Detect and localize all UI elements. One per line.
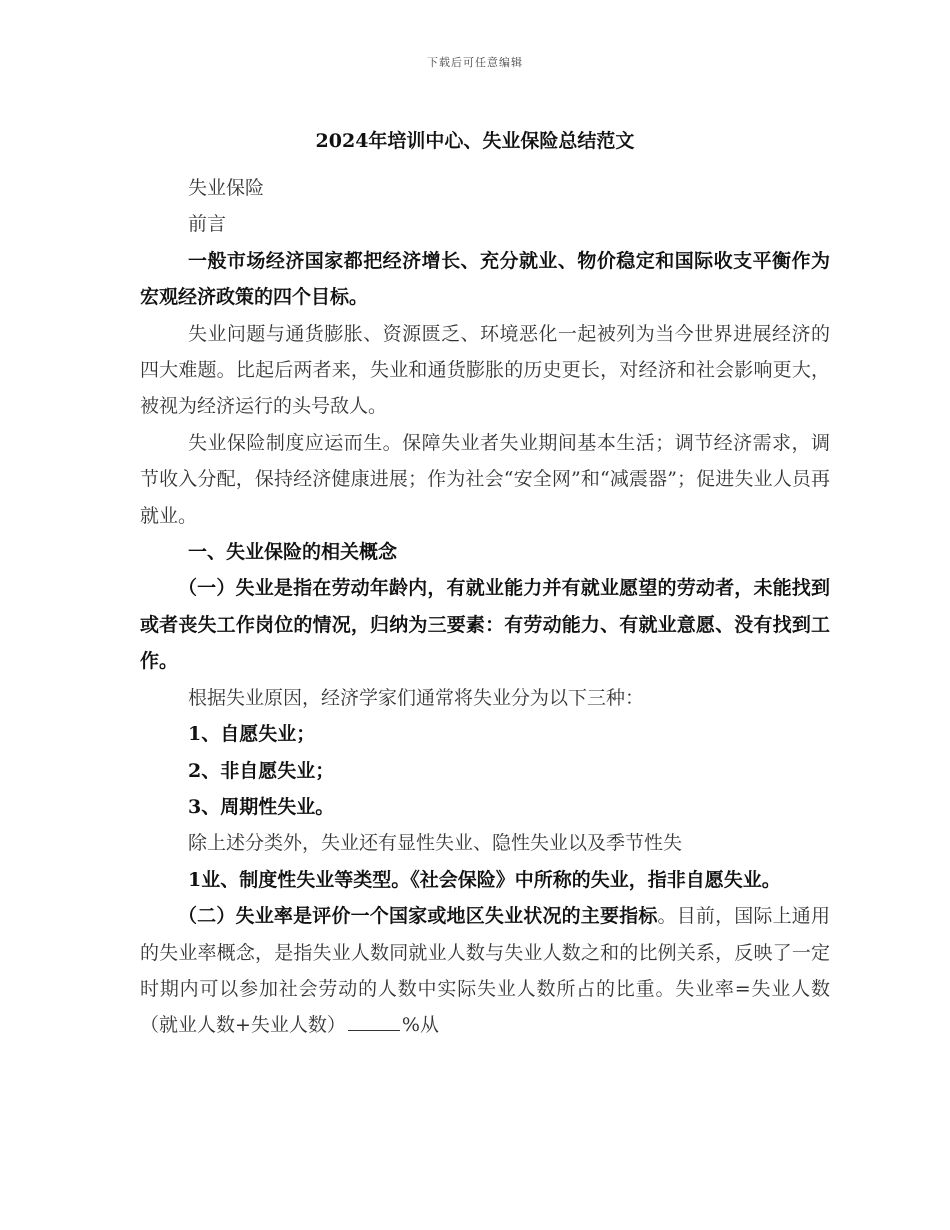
paragraph-insurance-origin: 失业保险制度应运而生。保障失业者失业期间基本生活；调节经济需求，调节收入分配，保持经济健康进展；作为社会“安全网”和“减震器”；促进失业人员再就业。: [140, 431, 830, 527]
paragraph-section-label: 失业保险: [188, 177, 265, 199]
heading-related-concepts: 一、失业保险的相关概念: [188, 541, 398, 564]
formula-blank: [348, 1010, 400, 1031]
paragraph-preface-label: 前言: [188, 213, 227, 236]
paragraph-social-insurance-definition: 1业、制度性失业等类型。《社会保险》中所称的失业，指非自愿失业。: [188, 868, 781, 891]
unemployment-rate-tail: %从: [401, 1014, 439, 1037]
paragraph-classification-intro: 根据失业原因，经济学家们通常将失业分为以下三种：: [188, 686, 645, 709]
paragraph-other-types: 除上述分类外，失业还有显性失业、隐性失业以及季节性失: [188, 832, 683, 855]
page-header: 下载后可任意编辑: [427, 56, 523, 69]
unemployment-rate-text: 。目前，国际上通用的失业率概念，是指失业人数同就业人数与失业人数之和的比例关系，反映了一定时期内可以参加社会劳动的人数中实际失业人数所占的比重。失业率=失业人数（就业人数+失业人数）: [140, 905, 830, 1037]
paragraph-four-problems: 失业问题与通货膨胀、资源匮乏、环境恶化一起被列为当今世界进展经济的四大难题。比起后两者来，失业和通货膨胀的历史更长，对经济和社会影响更大，被视为经济运行的头号敌人。: [140, 322, 830, 418]
paragraph-macro-goals: 一般市场经济国家都把经济增长、充分就业、物价稳定和国际收支平衡作为宏观经济政策的四个目标。: [140, 249, 830, 309]
document-title: 2024年培训中心、失业保险总结范文: [315, 130, 635, 152]
document-body: [140, 170, 830, 1044]
paragraph-unemployment-rate: [140, 898, 830, 1044]
list-item-cyclical: 3、周期性失业。: [188, 795, 335, 818]
paragraph-unemployment-definition: （一）失业是指在劳动年龄内，有就业能力并有就业愿望的劳动者，未能找到或者丧失工作岗位的情况，归纳为三要素：有劳动能力、有就业意愿、没有找到工作。: [140, 577, 830, 673]
unemployment-rate-lead: （二）失业率是评价一个国家或地区失业状况的主要指标: [178, 905, 658, 928]
list-item-voluntary: 1、自愿失业；: [188, 723, 316, 746]
list-item-involuntary: 2、非自愿失业；: [188, 759, 335, 782]
